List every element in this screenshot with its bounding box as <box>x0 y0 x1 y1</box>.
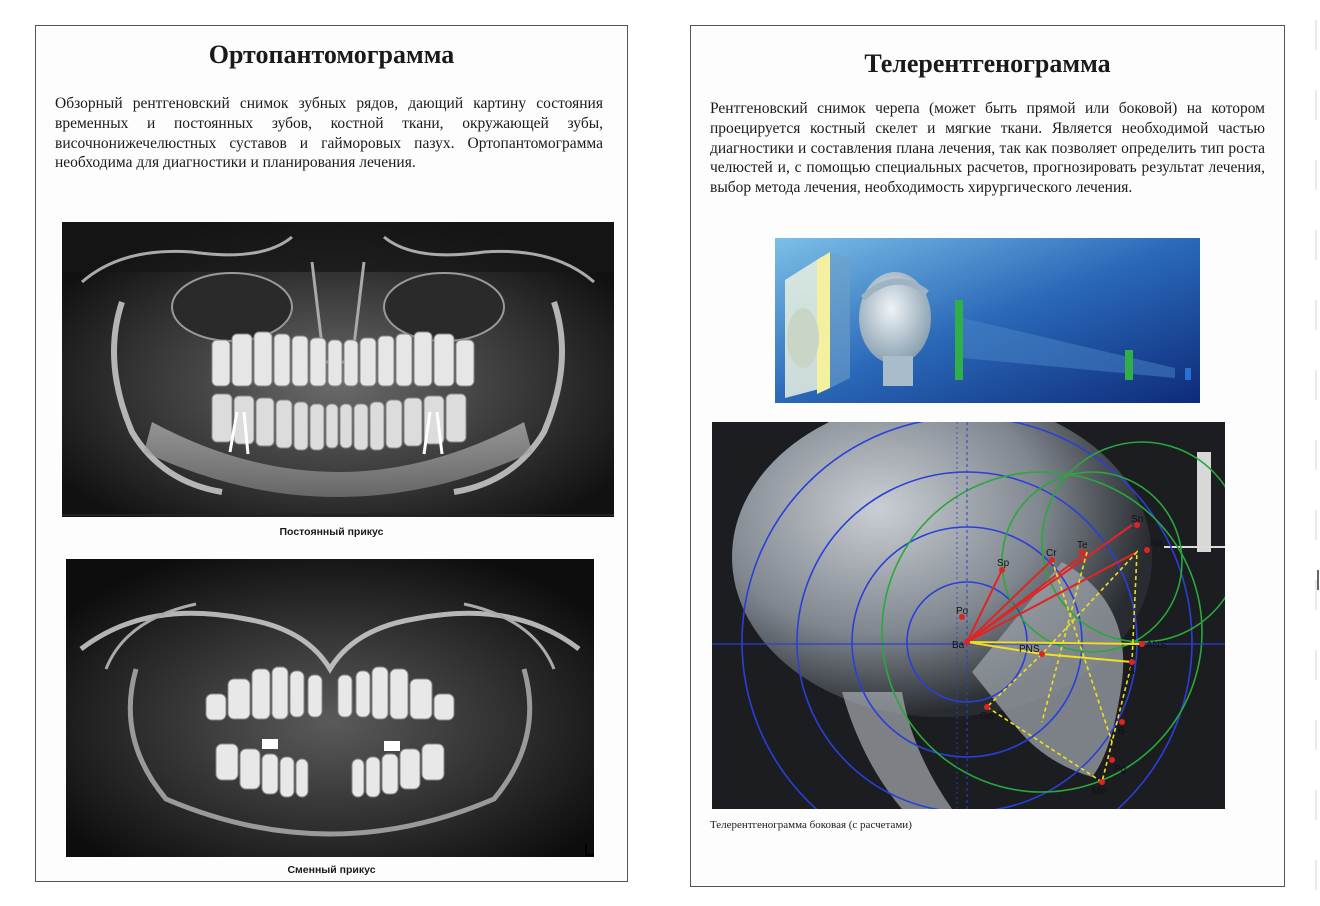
ceph-label-pg: Pg <box>1114 764 1127 775</box>
ceph-label-ans: ANS <box>1146 640 1167 651</box>
right-page <box>690 25 1285 887</box>
cephalometric-radiograph <box>712 422 1225 809</box>
panoramic-xray-permanent <box>62 222 614 517</box>
ceph-label-sn: Sn <box>1131 514 1144 525</box>
ceph-label-pns: PNS <box>1019 644 1040 655</box>
ceph-label-me: Me <box>1092 786 1106 797</box>
figure1-caption: Постоянный прикус <box>279 526 384 538</box>
scan-edge-marks <box>1310 0 1320 906</box>
ceph-label-b: B <box>1118 726 1125 737</box>
left-page-description: Обзорный рентгеновский снимок зубных рядов, дающий картину состояния временных и постоянных зубов, костной ткани, окружающей зубы, височнонижечелюстных суставов и гайморовых пазух. Ортопантомограмма необходима для диагностики и планирования лечения. <box>55 95 603 172</box>
right-page-title: Телерентгенограмма <box>864 49 1111 78</box>
ceph-label-a: A <box>1128 666 1135 677</box>
left-page-title: Ортопантомограмма <box>208 40 455 69</box>
ceph-label-sp: Sp <box>997 558 1010 569</box>
ceph-label-na: Na <box>1150 538 1163 549</box>
ceph-label-go: Go <box>980 711 994 722</box>
ceph-label-ba: Ba <box>952 640 965 651</box>
ceph-caption: Телерентгенограмма боковая (с расчетами) <box>710 819 912 831</box>
figure2-caption: Сменный прикус <box>287 864 376 876</box>
panoramic-xray-mixed <box>66 559 594 857</box>
left-page <box>35 25 628 882</box>
right-page-description: Рентгеновский снимок черепа (может быть прямой или боковой) на котором проецируется костный скелет и мягкие ткани. Является необходимой частью диагностики и составления плана лечения, так как позволяет определить тип роста челюстей и, с помощью специальных расчетов, прогнозировать результат лечения, выбор метода лечения, необходимость хирургического лечения. <box>710 100 1265 197</box>
ceph-label-te: Te <box>1077 540 1088 551</box>
ceph-label-po: Po <box>956 606 969 617</box>
ceph-projection-illustration <box>775 238 1200 403</box>
ceph-label-cr: Cr <box>1046 548 1057 559</box>
